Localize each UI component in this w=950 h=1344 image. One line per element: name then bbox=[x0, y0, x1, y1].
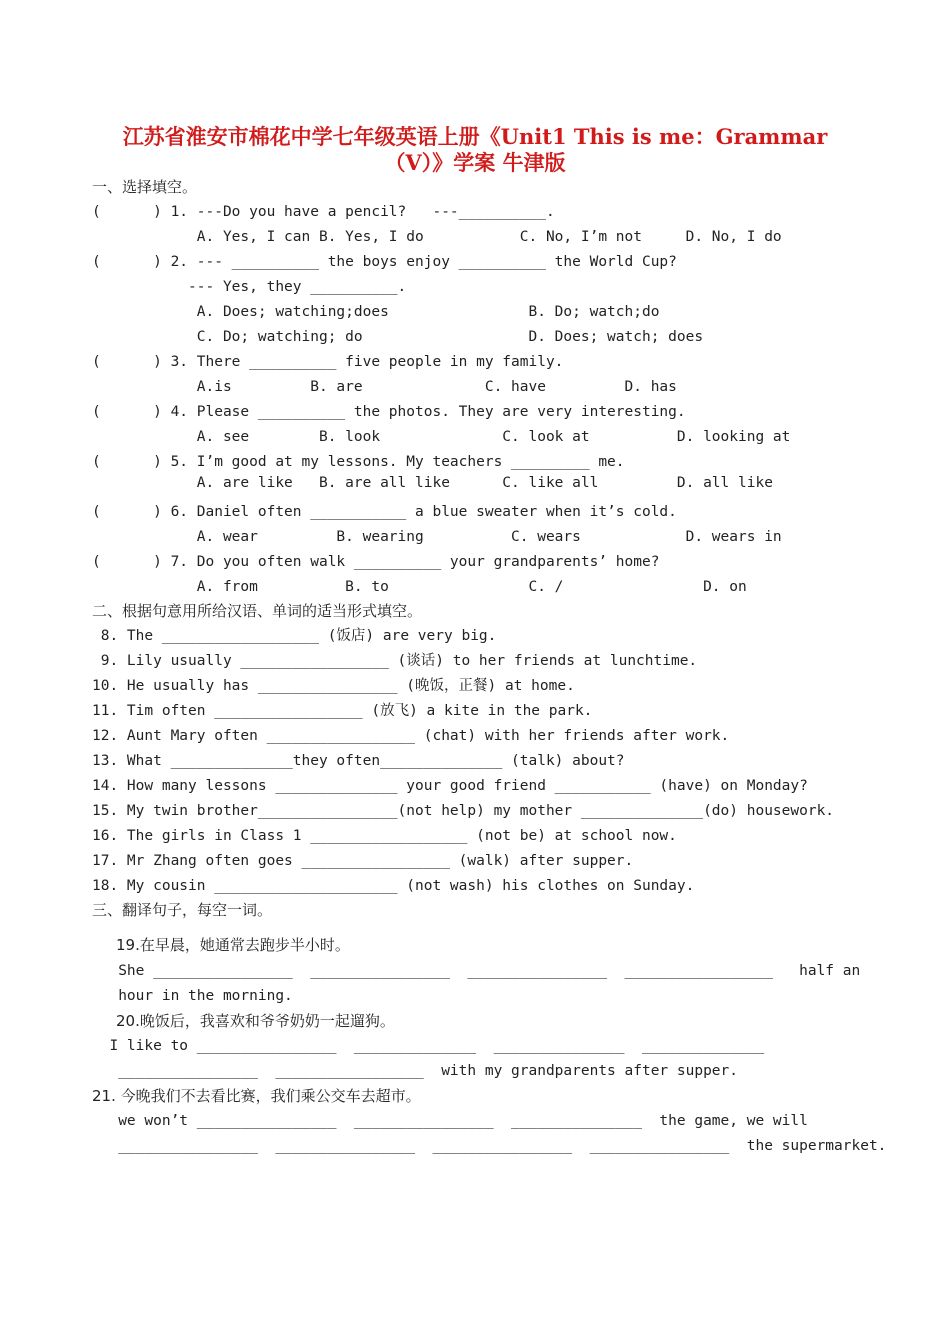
fill-line: 8. The __________________ (饭店) are very big. bbox=[92, 628, 497, 644]
question-line: ( ) 4. Please __________ the photos. They are very interesting. bbox=[92, 404, 686, 420]
translate-line: ________________ ________________ ________________ ________________ the supermarket. bbox=[92, 1138, 887, 1154]
translate-prompt: 20.晚饭后，我喜欢和爷爷奶奶一起遛狗。 bbox=[116, 1012, 395, 1030]
fill-line: 11. Tim often _________________ (放飞) a kite in the park. bbox=[92, 703, 593, 719]
question-line: ( ) 1. ---Do you have a pencil? ---__________. bbox=[92, 204, 555, 220]
fill-line: 9. Lily usually _________________ (谈话) to her friends at lunchtime. bbox=[92, 653, 698, 669]
options-line: A. see B. look C. look at D. looking at bbox=[92, 429, 791, 445]
translate-line: hour in the morning. bbox=[92, 988, 293, 1004]
translate-line: She ________________ ________________ ________________ _________________ half an bbox=[92, 963, 861, 979]
question-line: ( ) 6. Daniel often ___________ a blue sweater when it’s cold. bbox=[92, 504, 677, 520]
fill-line: 14. How many lessons ______________ your good friend ___________ (have) on Monday? bbox=[92, 778, 808, 794]
options-line: A. Does; watching;does B. Do; watch;do bbox=[92, 304, 660, 320]
section-heading-choice: 一、选择填空。 bbox=[92, 178, 198, 196]
fill-line: 16. The girls in Class 1 __________________ (not be) at school now. bbox=[92, 828, 677, 844]
options-line: A. are like B. are all like C. like all D. all like bbox=[92, 475, 773, 491]
options-line: A. from B. to C. / D. on bbox=[92, 579, 747, 595]
title-line-2: （V）》学案 牛津版 bbox=[384, 150, 566, 175]
fill-line: 17. Mr Zhang often goes _________________ (walk) after supper. bbox=[92, 853, 634, 869]
translate-line: I like to ________________ ______________ _______________ ______________ bbox=[92, 1038, 765, 1054]
fill-line: 12. Aunt Mary often _________________ (chat) with her friends after work. bbox=[92, 728, 730, 744]
translate-line: we won’t ________________ ________________ _______________ the game, we will bbox=[92, 1113, 808, 1129]
options-line: A. Yes, I can B. Yes, I do C. No, I’m not D. No, I do bbox=[92, 229, 782, 245]
fill-line: 15. My twin brother________________(not help) my mother ______________(do) housework. bbox=[92, 803, 835, 819]
translate-prompt: 21. 今晚我们不去看比赛，我们乘公交车去超市。 bbox=[92, 1087, 421, 1105]
options-line: A.is B. are C. have D. has bbox=[92, 379, 677, 395]
title-line-1: 江苏省淮安市棉花中学七年级英语上册《Unit1 This is me：Grammar bbox=[122, 124, 828, 149]
fill-line: 18. My cousin _____________________ (not wash) his clothes on Sunday. bbox=[92, 878, 695, 894]
question-line: ( ) 7. Do you often walk __________ your grandparents’ home? bbox=[92, 554, 660, 570]
question-line: ( ) 2. --- __________ the boys enjoy __________ the World Cup? bbox=[92, 254, 677, 270]
translate-prompt: 19.在早晨，她通常去跑步半小时。 bbox=[116, 936, 350, 954]
question-line: ( ) 3. There __________ five people in my family. bbox=[92, 354, 564, 370]
section-heading-fill: 二、根据句意用所给汉语、单词的适当形式填空。 bbox=[92, 602, 423, 620]
section-heading-translate: 三、翻译句子，每空一词。 bbox=[92, 901, 273, 919]
question-line: ( ) 5. I’m good at my lessons. My teachers _________ me. bbox=[92, 454, 625, 470]
options-line: C. Do; watching; do D. Does; watch; does bbox=[92, 329, 704, 345]
translate-line: ________________ _________________ with my grandparents after supper. bbox=[92, 1063, 739, 1079]
fill-line: 10. He usually has ________________ (晚饭，正餐) at home. bbox=[92, 678, 575, 694]
question-line: --- Yes, they __________. bbox=[92, 279, 407, 295]
options-line: A. wear B. wearing C. wears D. wears in bbox=[92, 529, 782, 545]
fill-line: 13. What ______________they often______________ (talk) about? bbox=[92, 753, 625, 769]
